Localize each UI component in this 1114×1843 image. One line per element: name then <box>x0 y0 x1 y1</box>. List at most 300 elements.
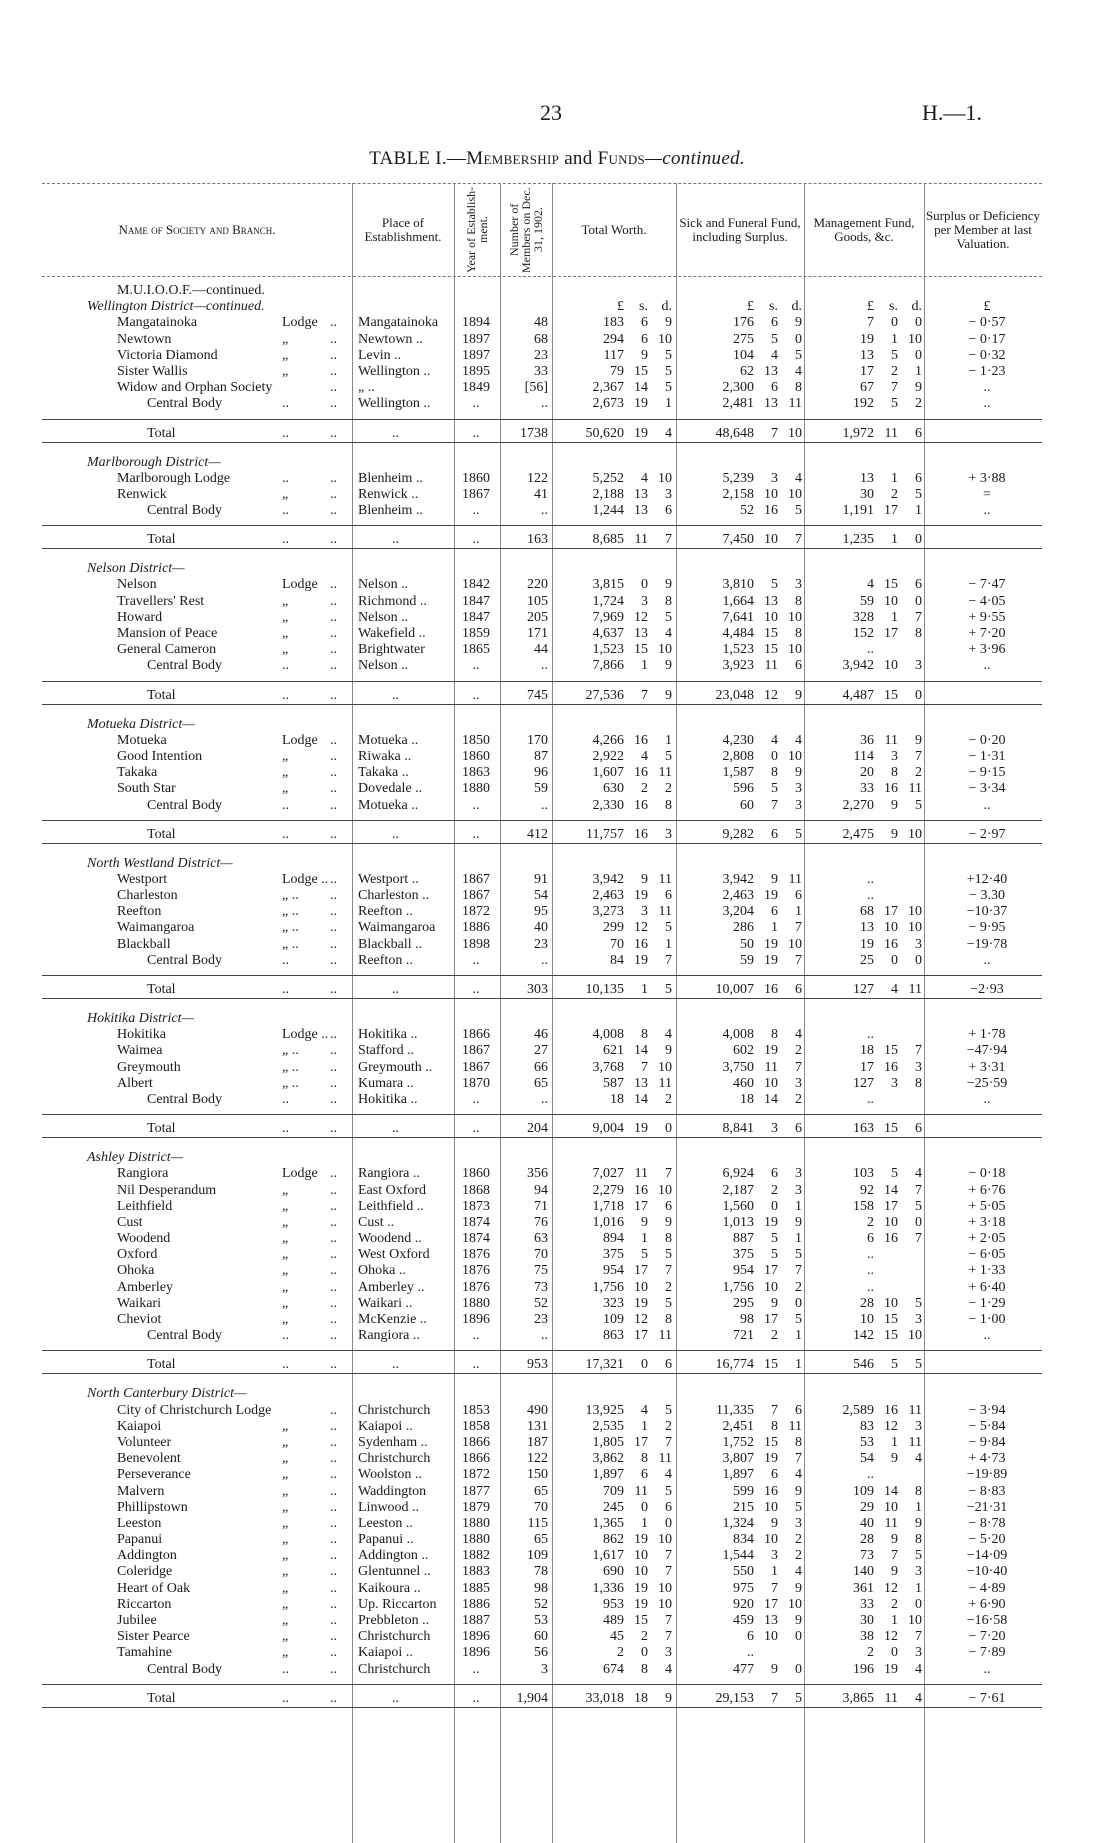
total-worth-pounds: 1,718 <box>592 1198 624 1214</box>
surplus-per-member: − 9·84 <box>968 1434 1006 1450</box>
total-worth-pounds: 630 <box>603 781 624 797</box>
management-fund-shillings: 9 <box>891 826 898 842</box>
table-row <box>42 396 1042 412</box>
management-fund-pounds: 17 <box>860 363 874 379</box>
member-count: 40 <box>534 920 548 936</box>
table-row <box>42 1296 1042 1312</box>
branch-name: Reefton <box>117 904 162 920</box>
table-row <box>42 1027 1042 1043</box>
management-fund-pounds: 40 <box>860 1515 874 1531</box>
year-established: 1880 <box>462 781 490 797</box>
dots: .. <box>282 1357 289 1373</box>
branch-name: Victoria Diamond <box>117 347 218 363</box>
district-total-row <box>42 975 1042 999</box>
total-worth-pence: 4 <box>665 1467 672 1483</box>
currency-pounds: £ <box>867 299 874 314</box>
branch-name: Central Body <box>147 396 223 412</box>
total-members: 204 <box>527 1121 548 1137</box>
management-fund-pounds: 13 <box>860 470 874 486</box>
branch-kind: „ <box>282 1613 289 1628</box>
member-count: 150 <box>527 1467 548 1483</box>
management-fund-pence: 1 <box>915 1499 922 1515</box>
total-worth-pence: 6 <box>665 888 672 904</box>
branch-kind: „ <box>282 1499 289 1515</box>
total-worth-pence: 8 <box>665 1231 672 1247</box>
branch-name: Oxford <box>117 1247 158 1263</box>
total-worth-shillings: 9 <box>641 347 648 363</box>
management-fund-pounds: 17 <box>860 1059 874 1075</box>
total-worth-shillings: 12 <box>634 920 648 936</box>
sick-fund-pounds: 7,450 <box>722 532 754 548</box>
year-established: 1897 <box>462 347 490 363</box>
year-established: 1898 <box>462 936 490 952</box>
sick-fund-pounds: 375 <box>733 1247 754 1263</box>
total-worth-pence: 1 <box>665 936 672 952</box>
management-fund-pence: 3 <box>915 1312 922 1327</box>
sick-fund-shillings: 16 <box>764 982 778 997</box>
total-worth-shillings: 17 <box>634 1434 648 1450</box>
document-code: H.—1. <box>922 100 982 125</box>
management-fund-pence: 3 <box>915 658 922 674</box>
sick-fund-shillings: 6 <box>771 826 778 842</box>
table-row <box>42 1548 1042 1564</box>
district-heading-row <box>42 856 1042 872</box>
dots: .. <box>392 425 399 441</box>
sick-fund-shillings: 10 <box>764 1629 778 1645</box>
total-worth-pence: 7 <box>665 1548 672 1564</box>
dots: .. <box>282 425 289 441</box>
member-count: .. <box>541 952 548 968</box>
dots: .. <box>330 1247 337 1263</box>
sick-fund-shillings: 10 <box>764 1532 778 1548</box>
management-fund-pounds: 30 <box>860 1613 874 1628</box>
table-row <box>42 1662 1042 1678</box>
member-count: 68 <box>534 331 548 347</box>
management-fund-pounds: 7 <box>867 315 874 331</box>
management-fund-pence: 1 <box>915 503 922 519</box>
sick-fund-shillings: 9 <box>771 871 778 887</box>
total-label: Total <box>147 826 176 842</box>
sick-fund-shillings: 5 <box>771 1247 778 1263</box>
total-worth-shillings: 4 <box>641 470 648 486</box>
sick-fund-pounds: 4,484 <box>722 626 754 641</box>
total-worth-pounds: 863 <box>603 1328 624 1344</box>
dots: .. <box>330 1279 337 1295</box>
management-fund-shillings: 11 <box>884 425 898 441</box>
table-row <box>42 594 1042 610</box>
table-row <box>42 1403 1042 1419</box>
total-worth-pounds: 84 <box>610 952 624 968</box>
year-established: 1849 <box>462 380 490 396</box>
total-worth-pence: 2 <box>665 1418 672 1434</box>
dots: .. <box>330 1434 337 1450</box>
total-worth-pence: 6 <box>665 1357 672 1373</box>
total-worth-pence: 5 <box>665 347 672 363</box>
sick-fund-pence: 4 <box>795 470 802 486</box>
management-fund-pounds: 13 <box>860 920 874 936</box>
branch-kind: „ <box>282 486 289 502</box>
total-worth-pounds: 3,942 <box>592 871 624 887</box>
sick-fund-pounds: 1,897 <box>722 1467 754 1483</box>
total-worth-pence: 7 <box>665 1564 672 1580</box>
dots: .. <box>330 331 337 347</box>
branch-name: Takaka <box>117 765 158 781</box>
sick-fund-pounds: 599 <box>733 1483 754 1499</box>
sick-fund-pence: 10 <box>788 425 802 441</box>
management-fund-pounds: 29 <box>860 1499 874 1515</box>
total-worth-shillings: 0 <box>641 1645 648 1661</box>
surplus-per-member: .. <box>983 1661 991 1677</box>
total-label: Total <box>147 687 176 703</box>
total-worth-shillings: 6 <box>641 1467 648 1483</box>
dots: .. <box>472 1121 480 1137</box>
total-worth-pounds: 2 <box>617 1645 624 1661</box>
management-fund-pounds: 1,235 <box>842 532 874 548</box>
total-worth-pence: 5 <box>665 982 672 997</box>
place-of-establishment: Motueka .. <box>358 732 419 748</box>
total-worth-shillings: 15 <box>634 1613 648 1628</box>
total-worth-shillings: 16 <box>634 765 648 781</box>
management-fund-pounds: .. <box>867 642 874 658</box>
branch-name: Renwick <box>117 486 167 502</box>
place-of-establishment: Riwaka .. <box>358 748 412 764</box>
member-count: 122 <box>527 1451 548 1467</box>
dots: .. <box>330 486 337 502</box>
sick-fund-shillings: 3 <box>771 1548 778 1564</box>
branch-name: Waikari <box>117 1295 161 1311</box>
place-of-establishment: Blenheim .. <box>358 470 423 486</box>
dots: .. <box>472 982 480 997</box>
title-prefix: TABLE I.— <box>369 148 467 169</box>
year-established: 1863 <box>462 765 490 781</box>
sick-fund-pence: 9 <box>795 315 802 331</box>
sick-fund-shillings: 17 <box>764 1263 778 1279</box>
sick-fund-pence: 6 <box>795 982 802 997</box>
management-fund-pounds: 59 <box>860 593 874 609</box>
total-worth-shillings: 16 <box>634 826 648 842</box>
branch-name: Good Intention <box>117 748 203 764</box>
dots: .. <box>330 1532 337 1548</box>
district-total-row <box>42 419 1042 443</box>
sick-fund-pounds: 29,153 <box>715 1690 754 1706</box>
year-established: 1868 <box>462 1182 490 1198</box>
table-row <box>42 1419 1042 1435</box>
branch-name: City of Christchurch Lodge <box>117 1402 272 1418</box>
member-count: 27 <box>534 1043 548 1059</box>
management-fund-shillings: 16 <box>884 1059 898 1075</box>
member-count: 187 <box>527 1434 548 1450</box>
member-count: 73 <box>534 1279 548 1295</box>
total-worth-pence: 5 <box>665 363 672 379</box>
district-total-row <box>42 1350 1042 1374</box>
dots: .. <box>330 1357 337 1373</box>
total-worth-pence: 4 <box>665 1027 672 1043</box>
place-of-establishment: Woodend .. <box>358 1231 422 1247</box>
surplus-per-member: = <box>983 486 991 502</box>
sick-fund-pence: 10 <box>788 486 802 502</box>
surplus-per-member: + 5·05 <box>968 1198 1006 1214</box>
sick-fund-shillings: 5 <box>771 1231 778 1247</box>
branch-name: Central Body <box>147 1661 223 1677</box>
management-fund-pounds: .. <box>867 1091 874 1107</box>
member-count: .. <box>541 396 548 412</box>
year-established: .. <box>472 503 480 519</box>
management-fund-pounds: 30 <box>860 486 874 502</box>
sick-fund-pounds: 23,048 <box>715 687 754 703</box>
surplus-per-member: +12·40 <box>966 871 1008 887</box>
branch-kind: „ <box>282 1483 289 1499</box>
sick-fund-pence: 4 <box>795 732 802 748</box>
member-count: 52 <box>534 1295 548 1311</box>
member-count: 70 <box>534 1247 548 1263</box>
management-fund-pounds: 1,191 <box>842 503 874 519</box>
management-fund-pence: 6 <box>915 577 922 593</box>
branch-kind: „ <box>282 1629 289 1645</box>
sick-fund-pounds: 2,808 <box>722 748 754 764</box>
total-worth-pounds: 8,685 <box>592 532 624 548</box>
branch-name: Marlborough Lodge <box>117 470 231 486</box>
surplus-per-member: −14·09 <box>966 1548 1008 1564</box>
management-fund-shillings: 1 <box>891 1613 898 1628</box>
surplus-per-member: − 0·32 <box>968 347 1006 363</box>
branch-name: Central Body <box>147 658 223 674</box>
sick-fund-shillings: 19 <box>764 936 778 952</box>
member-count: 44 <box>534 642 548 658</box>
total-worth-pence: 8 <box>665 1312 672 1327</box>
sick-fund-pounds: 104 <box>733 347 754 363</box>
total-label: Total <box>147 1357 176 1373</box>
sick-fund-shillings: 17 <box>764 1312 778 1327</box>
total-worth-pence: 2 <box>665 1279 672 1295</box>
total-worth-pounds: 1,897 <box>592 1467 624 1483</box>
table-row <box>42 937 1042 953</box>
sick-fund-pence: 6 <box>795 1402 802 1418</box>
total-worth-pence: 11 <box>658 1075 672 1091</box>
sick-fund-shillings: 19 <box>764 952 778 968</box>
sick-fund-pounds: 3,810 <box>722 577 754 593</box>
sick-fund-pence: 5 <box>795 826 802 842</box>
total-worth-shillings: 1 <box>641 1231 648 1247</box>
place-of-establishment: Addington .. <box>358 1548 429 1564</box>
management-fund-pounds: 28 <box>860 1532 874 1548</box>
branch-name: South Star <box>117 781 176 797</box>
dots: .. <box>330 871 337 887</box>
total-worth-shillings: 3 <box>641 904 648 920</box>
total-worth-pounds: 10,135 <box>585 982 624 997</box>
place-of-establishment: Ohoka .. <box>358 1263 406 1279</box>
surplus-per-member: .. <box>983 952 991 968</box>
dots: .. <box>330 1467 337 1483</box>
sick-fund-shillings: 5 <box>771 331 778 347</box>
total-worth-pence: 7 <box>665 532 672 548</box>
total-worth-pounds: 1,016 <box>592 1214 624 1230</box>
branch-name: Riccarton <box>117 1596 172 1612</box>
dots: .. <box>282 658 289 674</box>
management-fund-pence: 11 <box>908 982 922 997</box>
place-of-establishment: Reefton .. <box>358 904 413 920</box>
management-fund-pounds: .. <box>867 1027 874 1043</box>
district-total-row <box>42 820 1042 844</box>
management-fund-pounds: .. <box>867 1279 874 1295</box>
place-of-establishment: Glentunnel .. <box>358 1564 431 1580</box>
branch-kind: „ <box>282 1231 289 1247</box>
table-row <box>42 953 1042 969</box>
table-row <box>42 577 1042 593</box>
sick-fund-pence: 9 <box>795 765 802 781</box>
table-row <box>42 1532 1042 1548</box>
table-row <box>42 1166 1042 1182</box>
surplus-per-member: .. <box>983 396 991 412</box>
total-worth-pence: 0 <box>665 1121 672 1137</box>
branch-kind: Lodge <box>282 315 318 331</box>
member-count: 23 <box>534 936 548 952</box>
sick-fund-pence: 0 <box>795 1629 802 1645</box>
branch-name: Newtown <box>117 331 172 347</box>
surplus-per-member: − 3·94 <box>968 1402 1006 1418</box>
district-heading-row <box>42 561 1042 577</box>
member-count: 54 <box>534 888 548 904</box>
branch-name: Central Body <box>147 1091 223 1107</box>
surplus-per-member: + 3·18 <box>968 1214 1006 1230</box>
management-fund-shillings: 8 <box>891 765 898 781</box>
table-body <box>42 277 1042 1708</box>
sick-fund-pence: 10 <box>788 642 802 658</box>
total-worth-pence: 7 <box>665 1613 672 1628</box>
sick-fund-pounds: 59 <box>740 952 754 968</box>
total-members: 953 <box>527 1357 548 1373</box>
member-count: 95 <box>534 904 548 920</box>
member-count: 65 <box>534 1532 548 1548</box>
dots: .. <box>330 1059 337 1075</box>
total-worth-pounds: 79 <box>610 363 624 379</box>
management-fund-shillings: 17 <box>884 904 898 920</box>
year-established: 1867 <box>462 871 490 887</box>
sick-fund-pence: 4 <box>795 1027 802 1043</box>
place-of-establishment: Westport .. <box>358 871 419 887</box>
management-fund-pence: 9 <box>915 732 922 748</box>
currency-units-row <box>42 299 1042 315</box>
surplus-per-member: .. <box>983 658 991 674</box>
management-fund-pence: 10 <box>908 904 922 920</box>
sick-fund-pounds: 62 <box>740 363 754 379</box>
currency-shillings: s. <box>769 299 778 314</box>
total-worth-shillings: 19 <box>634 1532 648 1548</box>
sick-fund-shillings: 16 <box>764 1483 778 1499</box>
total-surplus: −2·93 <box>970 982 1004 997</box>
management-fund-pence: 10 <box>908 331 922 347</box>
management-fund-pence: 11 <box>908 781 922 797</box>
surplus-per-member: −47·94 <box>966 1043 1008 1059</box>
sick-fund-pence: 3 <box>795 1515 802 1531</box>
sick-fund-pence: 2 <box>795 1091 802 1107</box>
management-fund-pounds: 1,972 <box>842 425 874 441</box>
table-row <box>42 1645 1042 1661</box>
table-row <box>42 1581 1042 1597</box>
management-fund-pence: 2 <box>915 765 922 781</box>
district-total-row <box>42 525 1042 549</box>
sick-fund-pounds: 295 <box>733 1295 754 1311</box>
total-worth-pence: 3 <box>665 486 672 502</box>
table-row <box>42 1564 1042 1580</box>
total-worth-shillings: 8 <box>641 1027 648 1043</box>
management-fund-shillings: 0 <box>891 1645 898 1661</box>
total-worth-shillings: 13 <box>634 486 648 502</box>
year-established: 1867 <box>462 888 490 904</box>
management-fund-shillings: 1 <box>891 532 898 548</box>
branch-kind: „ .. <box>282 904 299 920</box>
branch-kind: „ <box>282 1247 289 1263</box>
title-membership: Membership <box>466 148 560 169</box>
total-worth-pence: 1 <box>665 396 672 412</box>
district-heading-row <box>42 1150 1042 1166</box>
management-fund-pence: 0 <box>915 1214 922 1230</box>
title-suffix: —continued. <box>645 148 745 169</box>
management-fund-pounds: 36 <box>860 732 874 748</box>
management-fund-pence: 5 <box>915 1548 922 1564</box>
management-fund-pounds: 83 <box>860 1418 874 1434</box>
member-count: [56] <box>524 380 548 396</box>
management-fund-pounds: 10 <box>860 1312 874 1327</box>
total-worth-pounds: 9,004 <box>592 1121 624 1137</box>
management-fund-pence: 4 <box>915 1451 922 1467</box>
branch-name: Kaiapoi <box>117 1418 162 1434</box>
member-count: 60 <box>534 1629 548 1645</box>
dots: .. <box>330 765 337 781</box>
total-worth-pounds: 2,279 <box>592 1182 624 1198</box>
sick-fund-pounds: 1,560 <box>722 1198 754 1214</box>
total-worth-shillings: 1 <box>641 982 648 997</box>
year-established: 1874 <box>462 1231 490 1247</box>
branch-kind: „ <box>282 1263 289 1279</box>
total-label: Total <box>147 982 176 997</box>
management-fund-shillings: 1 <box>891 470 898 486</box>
management-fund-pounds: 68 <box>860 904 874 920</box>
sick-fund-pounds: 11,335 <box>716 1402 754 1418</box>
branch-name: Central Body <box>147 952 223 968</box>
dots: .. <box>282 503 289 519</box>
district-total-row <box>42 1114 1042 1138</box>
total-worth-pence: 9 <box>665 658 672 674</box>
dots: .. <box>330 1328 337 1344</box>
sick-fund-pence: 0 <box>795 331 802 347</box>
place-of-establishment: Christchurch <box>358 1629 431 1645</box>
surplus-per-member: − 5·84 <box>968 1418 1006 1434</box>
total-worth-pounds: 27,536 <box>585 687 624 703</box>
total-worth-pence: 7 <box>665 1166 672 1182</box>
total-worth-pounds: 375 <box>603 1247 624 1263</box>
total-worth-pence: 7 <box>665 952 672 968</box>
branch-kind: „ <box>282 765 289 781</box>
surplus-per-member: + 3·88 <box>968 470 1006 486</box>
dots: .. <box>330 748 337 764</box>
member-count: 115 <box>527 1515 548 1531</box>
member-count: .. <box>541 797 548 813</box>
dots: .. <box>330 425 337 441</box>
total-worth-pounds: 621 <box>603 1043 624 1059</box>
total-label: Total <box>147 425 176 441</box>
management-fund-pounds: 20 <box>860 765 874 781</box>
management-fund-pence: 5 <box>915 1198 922 1214</box>
branch-name: Volunteer <box>117 1434 172 1450</box>
management-fund-pounds: .. <box>867 871 874 887</box>
total-worth-pence: 9 <box>665 315 672 331</box>
sick-fund-pounds: 10,007 <box>715 982 754 997</box>
management-fund-pence: 7 <box>915 1182 922 1198</box>
total-worth-pounds: 117 <box>603 347 624 363</box>
place-of-establishment: Waikari .. <box>358 1295 413 1311</box>
total-worth-pence: 7 <box>665 1434 672 1450</box>
management-fund-pounds: .. <box>867 888 874 904</box>
